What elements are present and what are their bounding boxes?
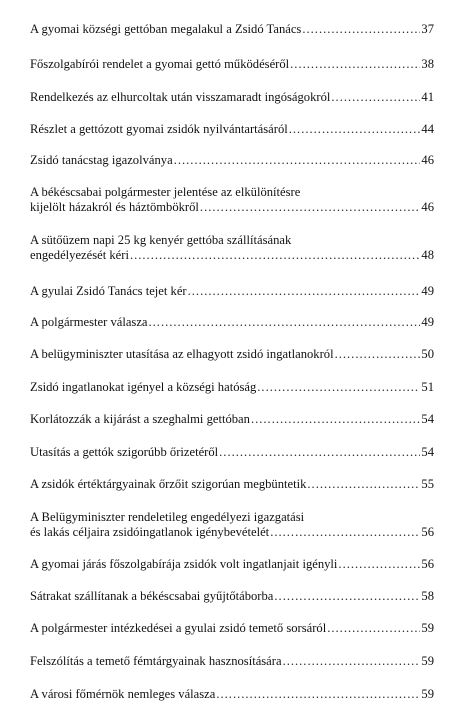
toc-leader-dots bbox=[149, 315, 421, 330]
toc-page-number: 49 bbox=[421, 315, 434, 329]
toc-page-number: 49 bbox=[421, 284, 434, 298]
toc-page-number: 59 bbox=[421, 654, 434, 668]
toc-entry-title: Zsidó tanácstag igazolványa bbox=[30, 153, 173, 167]
toc-entry bbox=[30, 477, 434, 492]
toc-entry-title-line: A békéscsabai polgármester jelentése az elkülönítésre bbox=[30, 185, 301, 199]
toc-entry bbox=[30, 153, 434, 168]
toc-leader-dots bbox=[219, 445, 420, 460]
toc-entry bbox=[30, 510, 434, 540]
toc-entry-title: A gyomai községi gettóban megalakul a Zsidó Tanács bbox=[30, 22, 302, 36]
toc-entry-title: A polgármester válasza bbox=[30, 315, 148, 329]
toc-leader-dots bbox=[307, 477, 420, 492]
toc-entry-title: Sátrakat szállítanak a békéscsabai gyűjtőtáborba bbox=[30, 589, 274, 603]
toc-entry bbox=[30, 284, 434, 299]
toc-leader-dots bbox=[331, 90, 420, 105]
toc-entry-title: A gyulai Zsidó Tanács tejet kér bbox=[30, 284, 187, 298]
toc-leader-dots bbox=[274, 589, 420, 604]
toc-leader-dots bbox=[251, 412, 420, 427]
toc-entry-title: A városi főmérnök nemleges válasza bbox=[30, 687, 216, 701]
toc-page-number: 50 bbox=[421, 347, 434, 361]
toc-page-number: 59 bbox=[421, 621, 434, 635]
toc-page-number: 54 bbox=[421, 445, 434, 459]
toc-entry bbox=[30, 315, 434, 330]
toc-entry-title: A polgármester intézkedései a gyulai zsidó temető sorsáról bbox=[30, 621, 327, 635]
toc-leader-dots bbox=[289, 122, 421, 137]
toc-leader-dots bbox=[216, 687, 420, 702]
toc-leader-dots bbox=[290, 57, 420, 72]
toc-entry bbox=[30, 412, 434, 427]
toc-leader-dots bbox=[302, 22, 420, 37]
toc-entry-title: A zsidók értéktárgyainak őrzőit szigorúan megbüntetik bbox=[30, 477, 307, 491]
toc-page-number: 56 bbox=[421, 525, 434, 539]
toc-leader-dots bbox=[130, 248, 420, 263]
toc-leader-dots bbox=[270, 525, 420, 540]
toc-page-number: 37 bbox=[421, 22, 434, 36]
toc-page-number: 44 bbox=[421, 122, 434, 136]
toc-page-number: 51 bbox=[421, 380, 434, 394]
toc-entry-title: Főszolgabírói rendelet a gyomai gettó működéséről bbox=[30, 57, 290, 71]
toc-entry bbox=[30, 654, 434, 669]
toc-page-number: 59 bbox=[421, 687, 434, 701]
toc-entry-title: Korlátozzák a kijárást a szeghalmi gettóban bbox=[30, 412, 250, 426]
toc-entry bbox=[30, 445, 434, 460]
toc-page-number: 58 bbox=[421, 589, 434, 603]
toc-entry-title: Zsidó ingatlanokat igényel a községi hatóság bbox=[30, 380, 257, 394]
toc-entry bbox=[30, 22, 434, 37]
toc-entry bbox=[30, 589, 434, 604]
toc-page-number: 46 bbox=[421, 153, 434, 167]
toc-leader-dots bbox=[188, 284, 421, 299]
toc-entry bbox=[30, 621, 434, 636]
toc-leader-dots bbox=[338, 557, 420, 572]
toc-entry bbox=[30, 90, 434, 105]
toc-page-number: 38 bbox=[421, 57, 434, 71]
toc-leader-dots bbox=[327, 621, 420, 636]
toc-page-number: 55 bbox=[421, 477, 434, 491]
toc-entry bbox=[30, 233, 434, 263]
toc-entry bbox=[30, 122, 434, 137]
toc-page-number: 56 bbox=[421, 557, 434, 571]
toc-entry-title: és lakás céljaira zsidóingatlanok igénybevételét bbox=[30, 525, 270, 539]
toc-entry bbox=[30, 57, 434, 72]
toc-page-number: 54 bbox=[421, 412, 434, 426]
toc-entry-title: engedélyezését kéri bbox=[30, 248, 129, 262]
toc-leader-dots bbox=[257, 380, 420, 395]
toc-entry bbox=[30, 557, 434, 572]
toc-leader-dots bbox=[174, 153, 421, 168]
toc-entry-title: kijelölt házakról és háztömbökről bbox=[30, 200, 199, 214]
toc-entry-title: Felszólítás a temető fémtárgyainak hasznosítására bbox=[30, 654, 282, 668]
toc-entry-title: A gyomai járás főszolgabírája zsidók volt ingatlanjait igényli bbox=[30, 557, 338, 571]
toc-entry bbox=[30, 380, 434, 395]
toc-leader-dots bbox=[283, 654, 421, 669]
toc-entry-title-line: A Belügyminiszter rendeletileg engedélyezi igazgatási bbox=[30, 510, 305, 524]
toc-entry-title: Részlet a gettózott gyomai zsidók nyilvántartásáról bbox=[30, 122, 288, 136]
toc-entry-title: Rendelkezés az elhurcoltak után visszamaradt ingóságokról bbox=[30, 90, 331, 104]
toc-entry-title-line: A sütőüzem napi 25 kg kenyér gettóba szállításának bbox=[30, 233, 292, 247]
toc-entry-title: Utasítás a gettók szigorúbb őrizetéről bbox=[30, 445, 219, 459]
toc-page-number: 46 bbox=[421, 200, 434, 214]
toc-leader-dots bbox=[200, 200, 420, 215]
toc-page-number: 41 bbox=[421, 90, 434, 104]
toc-entry bbox=[30, 347, 434, 362]
toc-page-number: 48 bbox=[421, 248, 434, 262]
toc-leader-dots bbox=[335, 347, 421, 362]
toc-entry bbox=[30, 687, 434, 702]
toc-entry bbox=[30, 185, 434, 215]
toc-entry-title: A belügyminiszter utasítása az elhagyott zsidó ingatlanokról bbox=[30, 347, 334, 361]
